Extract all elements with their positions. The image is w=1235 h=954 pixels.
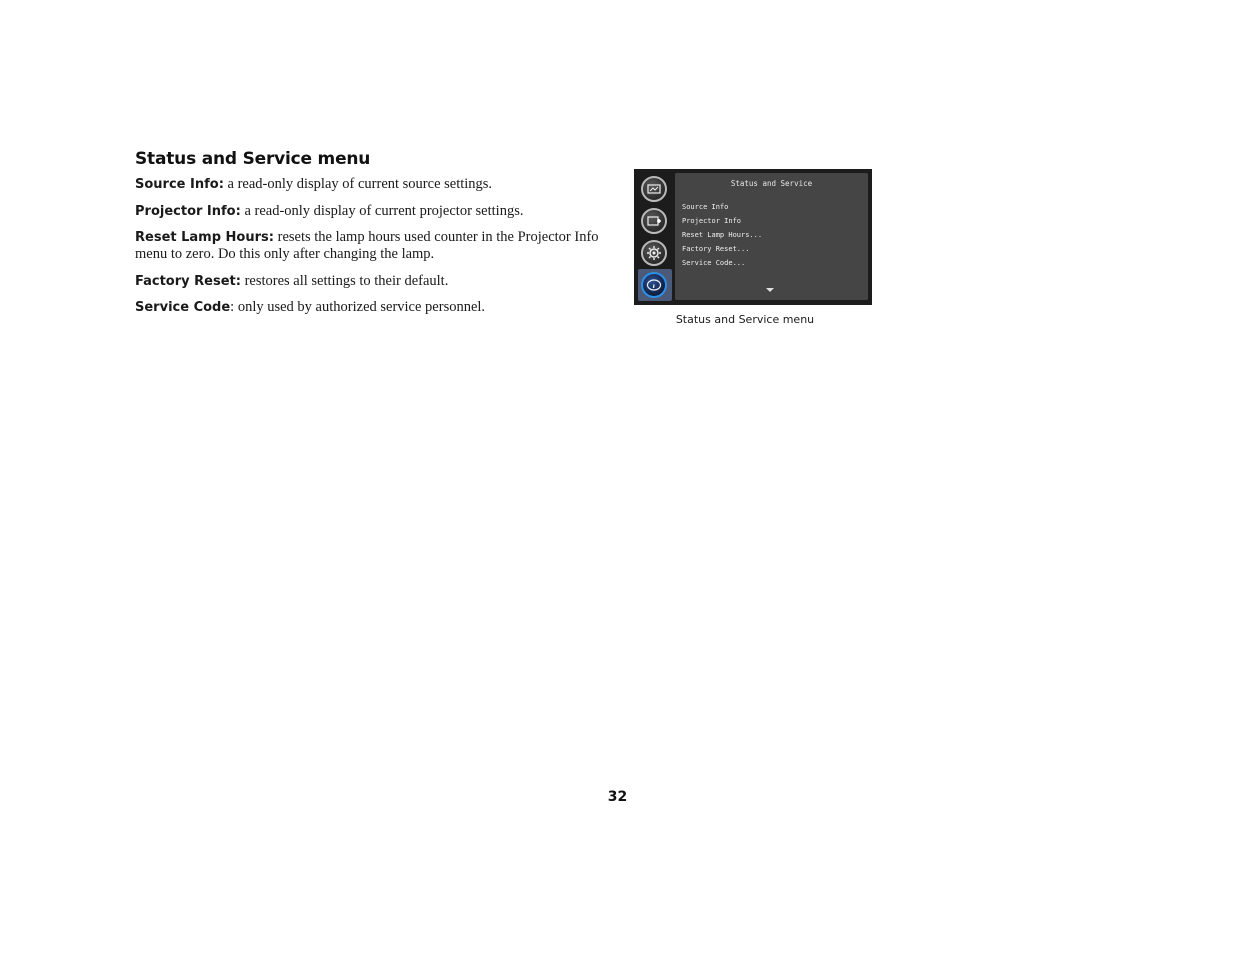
page-number: 32 [607, 789, 628, 805]
term-projector-info: Projector Info: [135, 204, 241, 219]
paragraph-source-info [135, 176, 605, 193]
settings-gear-icon [641, 240, 667, 266]
figure-caption: Status and Service menu [675, 313, 815, 326]
desc-projector-info: a read-only display of current projector settings. [240, 203, 524, 219]
osd-item-projector-info: Projector Info [682, 217, 742, 225]
osd-menu-screenshot [634, 169, 872, 305]
paragraph-service-code [135, 299, 605, 316]
term-service-code: Service Code [135, 300, 231, 315]
desc-reset-lamp-hours: resets the lamp hours used counter in the Projector Info menu to zero. Do this only after changing the lamp. [135, 229, 599, 262]
section-heading: Status and Service menu [135, 149, 371, 169]
term-factory-reset: Factory Reset: [135, 274, 241, 289]
osd-item-service-code: Service Code... [682, 259, 746, 267]
scroll-down-arrow-icon [766, 288, 774, 292]
osd-menu-title: Status and Service [730, 179, 813, 188]
osd-icon-column [638, 173, 672, 301]
term-source-info: Source Info: [135, 177, 224, 192]
desc-factory-reset: restores all settings to their default. [240, 273, 449, 289]
term-reset-lamp-hours: Reset Lamp Hours: [135, 230, 274, 245]
osd-item-factory-reset: Factory Reset... [682, 245, 750, 253]
paragraph-factory-reset [135, 273, 605, 290]
info-icon [641, 272, 667, 298]
paragraph-reset-lamp-hours [135, 229, 605, 263]
osd-item-source-info: Source Info [682, 203, 729, 211]
paragraph-projector-info [135, 203, 605, 220]
desc-source-info: a read-only display of current source settings. [223, 176, 493, 192]
osd-item-reset-lamp-hours: Reset Lamp Hours... [682, 231, 763, 239]
desc-service-code: : only used by authorized service personnel. [230, 299, 486, 315]
osd-menu-panel [675, 173, 868, 300]
picture-icon [641, 176, 667, 202]
advanced-picture-icon [641, 208, 667, 234]
